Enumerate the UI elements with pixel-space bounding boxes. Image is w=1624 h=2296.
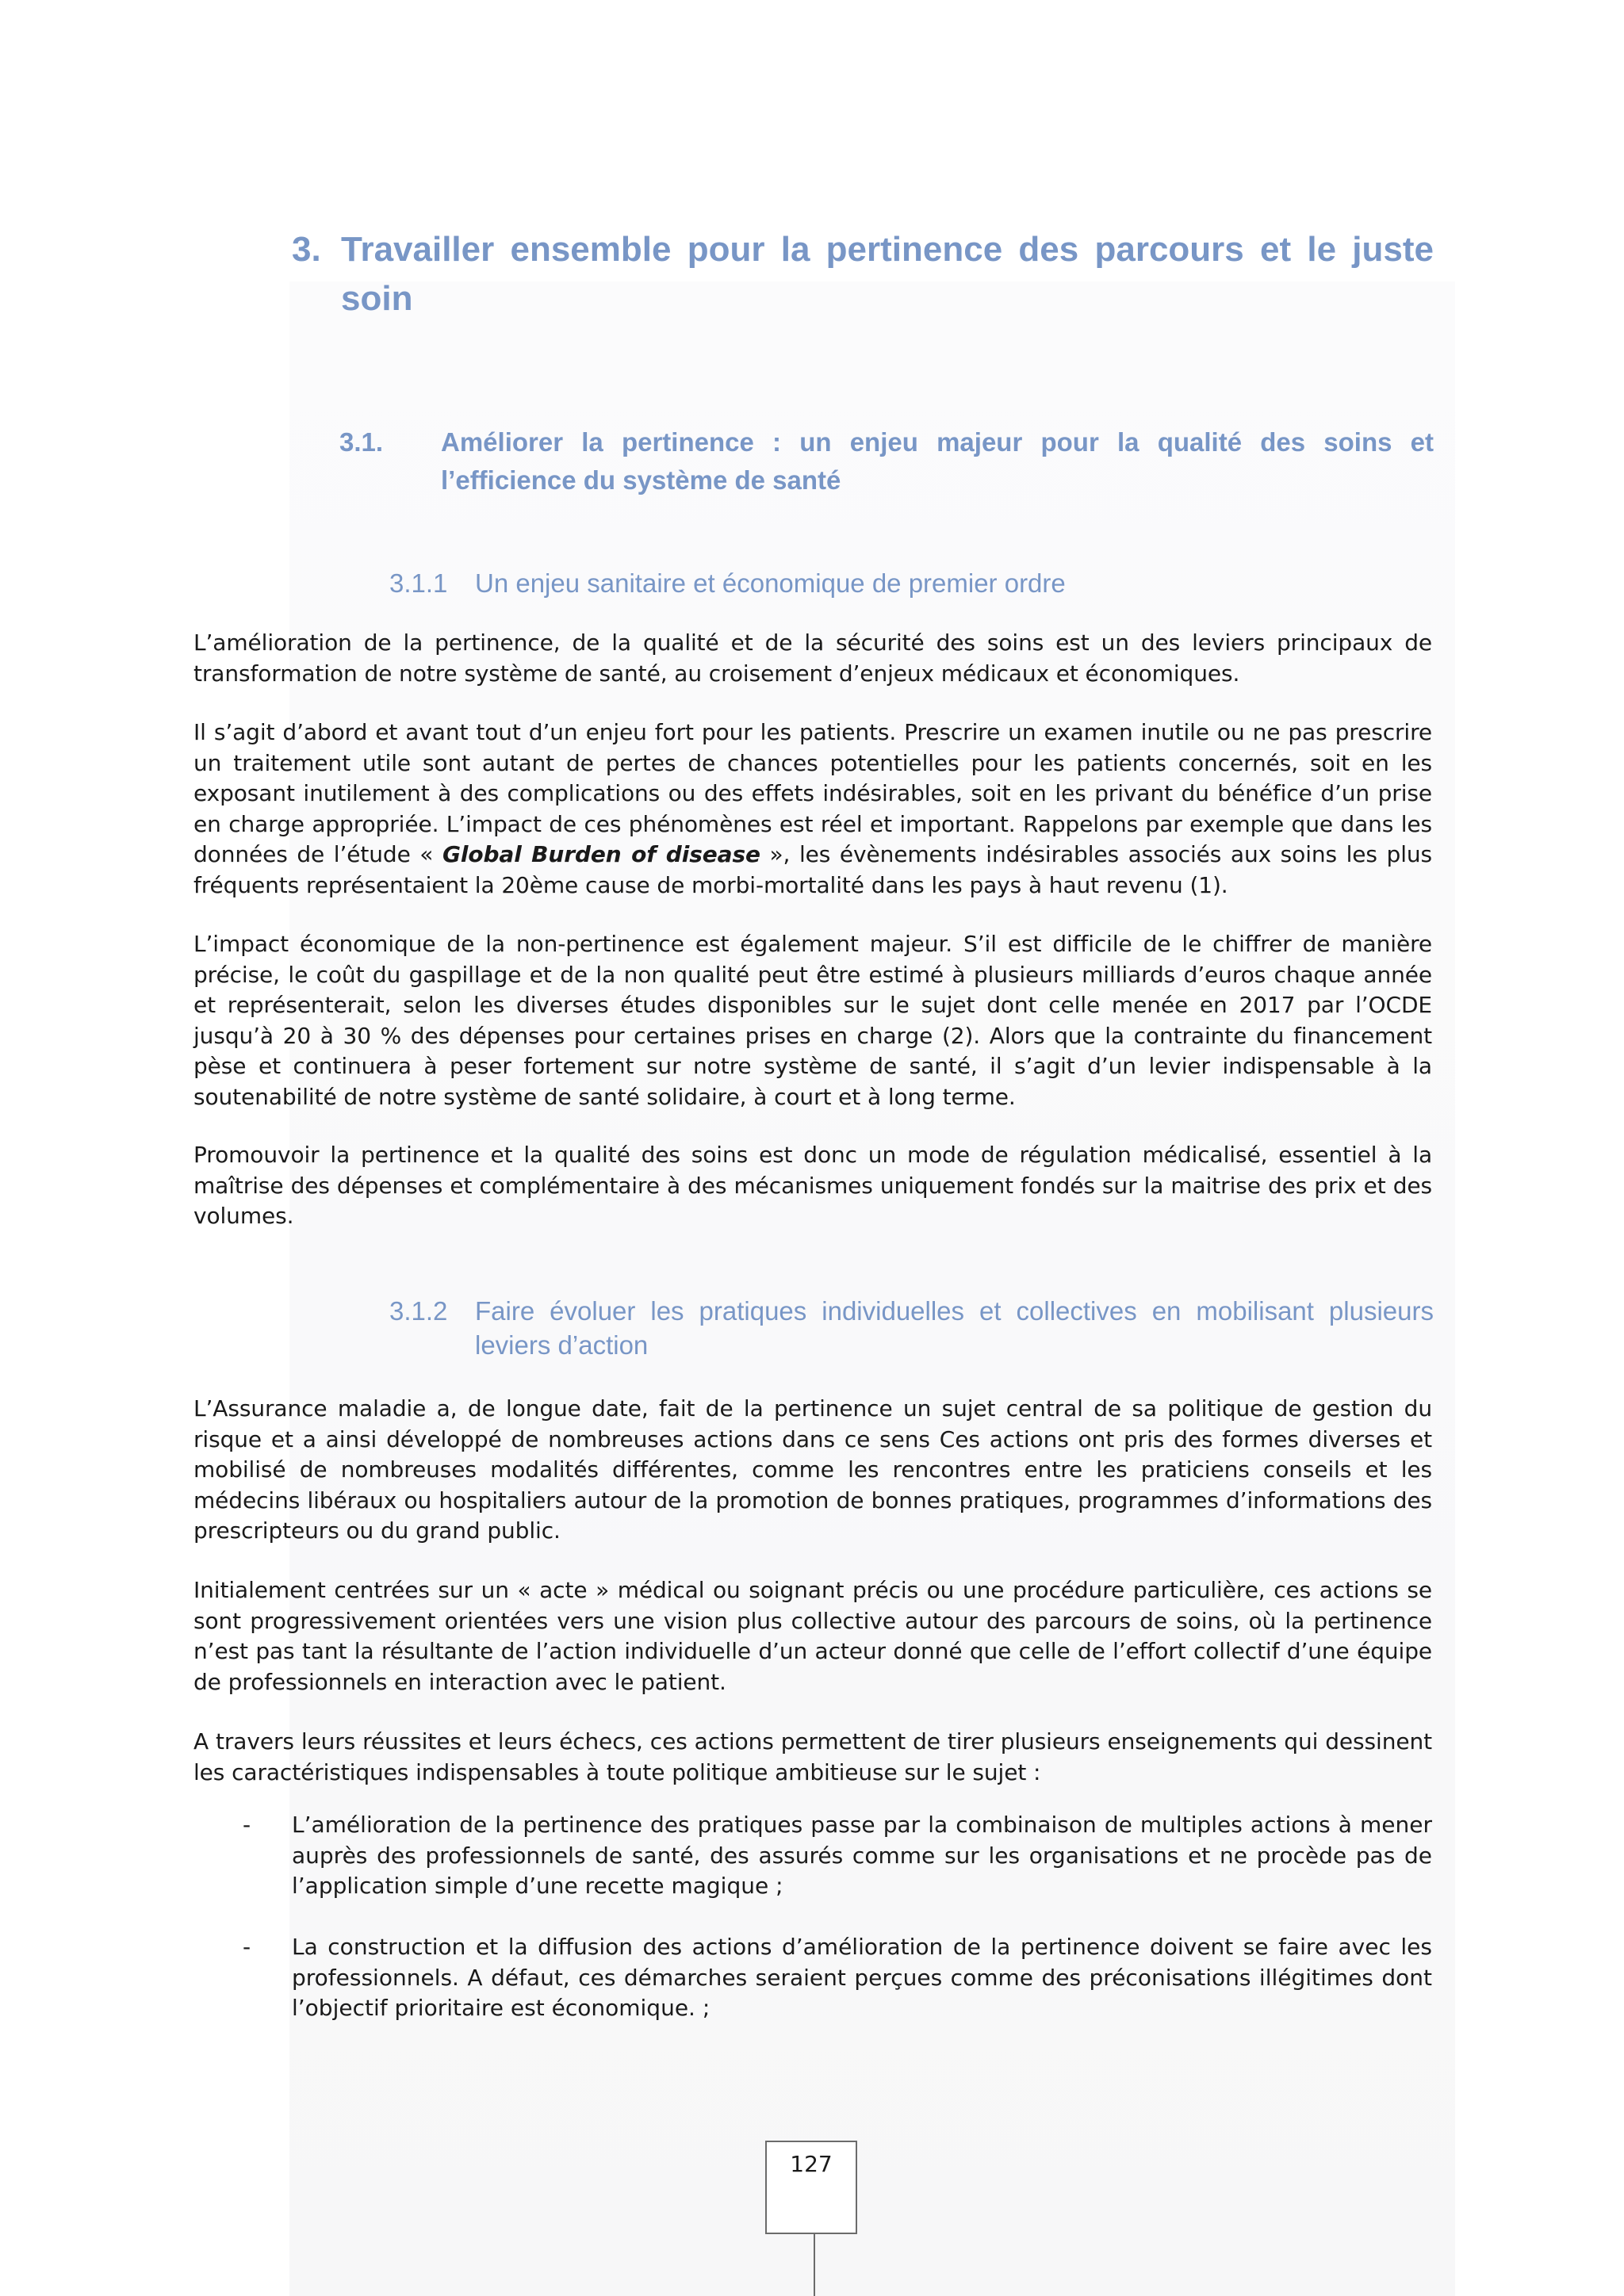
section-heading-3-1-1 [389, 566, 1434, 600]
paragraph-2-text-b: », les évènements indésirables associés aux soins les plus fréquents représentaient la 20ème cause de morbi-mortalité dans les pays à haut revenu (1). [193, 841, 1433, 898]
paragraph-2-text-a: Il s’agit d’abord et avant tout d’un enjeu fort pour les patients. Prescrire un examen inutile ou ne pas prescrire un traitement utile sont autant de pertes de chances potentielles pour les patients concernés, soit en les exposant inutilement à des complications ou des effets indésirables, soit en les privant du bénéfice d’un prise en charge appropriée. L’impact de ces phénomènes est réel et important. Rappelons par exemple que dans les données de l’étude « [193, 719, 1432, 867]
paragraph-5: L’Assurance maladie a, de longue date, fait de la pertinence un sujet central de sa politique de gestion du risque et a ainsi développé de nombreuses actions dans ce sens Ces actions ont pris des formes diverses et mobilisé de nombreuses modalités différentes, comme les rencontres entre les praticiens conseils et les médecins libéraux ou hospitaliers autour de la promotion de bonnes pratiques, programmes d’informations des prescripteurs ou du grand public. [193, 1395, 1432, 1544]
heading-number: 3.1.1 [389, 568, 448, 598]
paragraph-1: L’amélioration de la pertinence, de la qualité et de la sécurité des soins est un des leviers principaux de transformation de notre système de santé, au croisement d’enjeux médicaux et économiques. [193, 629, 1432, 687]
heading-text: Travailler ensemble pour la pertinence des parcours et le juste soin [341, 230, 1434, 318]
heading-text: Faire évoluer les pratiques individuelles et collectives en mobilisant plusieurs leviers d’action [475, 1296, 1434, 1360]
bullet-dash: - [243, 1812, 251, 1838]
section-heading-3-1-2 [389, 1294, 1434, 1362]
study-name-emphasis: Global Burden of disease [442, 841, 760, 867]
bullet-dash: - [243, 1934, 251, 1960]
heading-number: 3.1. [339, 427, 384, 457]
list-item-text: L’amélioration de la pertinence des pratiques passe par la combinaison de multiples actions à mener auprès des professionnels de santé, des assurés comme sur les organisations et ne procède pas de l’application simple d’une recette magique ; [292, 1812, 1432, 1899]
list-item [193, 1810, 1432, 1902]
paragraph-7: A travers leurs réussites et leurs échecs, ces actions permettent de tirer plusieurs enseignements qui dessinent les caractéristiques indispensables à toute politique ambitieuse sur le sujet : [193, 1728, 1432, 1785]
section-heading-3-1 [339, 423, 1434, 499]
page-number: 127 [765, 2141, 857, 2234]
heading-number: 3. [292, 230, 321, 269]
heading-number: 3.1.2 [389, 1296, 448, 1326]
list-item [193, 1932, 1432, 2024]
paragraph-4: Promouvoir la pertinence et la qualité des soins est donc un mode de régulation médicalisé, essentiel à la maîtrise des dépenses et complémentaire à des mécanismes uniquement fondés sur la maitrise des prix et des volumes. [193, 1142, 1432, 1229]
heading-text: Un enjeu sanitaire et économique de premier ordre [475, 568, 1066, 598]
section-heading-3 [292, 225, 1434, 323]
paragraph-6: Initialement centrées sur un « acte » médical ou soignant précis ou une procédure particulière, ces actions se sont progressivement orientées vers une vision plus collective autour des parcours de soins, où la pertinence n’est pas tant la résultante de l’action individuelle d’un acteur donné que celle de l’effort collectif d’une équipe de professionnels en interaction avec le patient. [193, 1577, 1432, 1695]
heading-text: Améliorer la pertinence : un enjeu majeur pour la qualité des soins et l’efficience du système de santé [441, 427, 1434, 495]
page-number-connector [814, 2234, 815, 2296]
list-item-text: La construction et la diffusion des actions d’amélioration de la pertinence doivent se faire avec les professionnels. A défaut, ces démarches seraient perçues comme des préconisations illégitimes dont l’objectif prioritaire est économique. ; [292, 1934, 1432, 2021]
paragraph-3: L’impact économique de la non-pertinence est également majeur. S’il est difficile de le chiffrer de manière précise, le coût du gaspillage et de la non qualité peut être estimé à plusieurs milliards d’euros chaque année et représenterait, selon les diverses études disponibles sur le sujet dont celle menée en 2017 par l’OCDE jusqu’à 20 à 30 % des dépenses pour certaines prises en charge (2). Alors que la contrainte du financement pèse et continuera à peser fortement sur notre système de santé, il s’agit d’un levier indispensable à la soutenabilité de notre système de santé solidaire, à court et à long terme. [193, 931, 1432, 1110]
paragraph-2 [193, 718, 1432, 901]
